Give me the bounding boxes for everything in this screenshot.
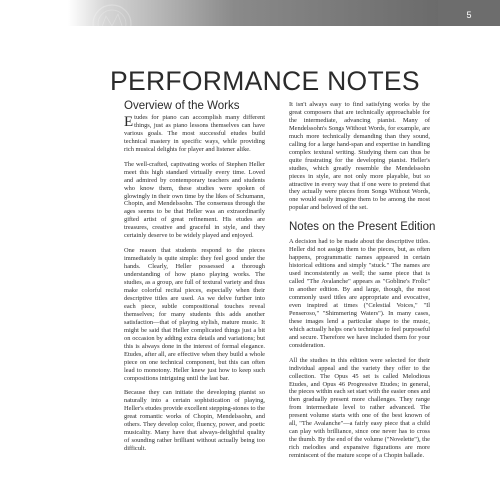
page-number: 5	[438, 0, 500, 26]
drop-cap: E	[124, 113, 134, 130]
overview-paragraph-4: Because they can initiate the developing pianist so naturally into a certain sophistication of playing, Heller's etudes provide excellent stepping-stones to the great romantic works of Chopin, Mendelssohn, and others. They develop color, fluency, power, and poetic musicality. Many have that always-delightful quality of sounding rather brilliant without actually being too difficult.	[124, 389, 265, 453]
right-column	[289, 101, 436, 467]
overview-paragraph-1-text: tudes for piano can accomplish many different things, just as piano lessons themselves can have various goals. The most successful etudes build technical mastery in specific ways, while providing rich musical delights for player and listener alike.	[124, 113, 265, 153]
overview-paragraph-1	[124, 114, 265, 154]
present-edition-paragraph-1: A decision had to be made about the descriptive titles. Heller did not assign them to the pieces, but, as often happens, programmatic names appeared in certain historical editions and simply "stuck." The names are used inconsistently as well; the same piece that is called "The Avalanche" appears as "Gobline's Frolic" in another edition. By and large, though, the most commonly used titles are appropriate and evocative, even inspired at times ("Celestial Voices," "Il Penseroso," "Shimmering Waters"). In many cases, these images lend a particular shape to the music, which actually helps one's technique to feel purposeful and secure. Therefore we have included them for your consideration.	[289, 238, 430, 349]
page-title: PERFORMANCE NOTES	[110, 66, 420, 96]
left-column	[124, 101, 265, 460]
present-edition-heading: Notes on the Present Edition	[289, 221, 436, 234]
overview-continuation: It isn't always easy to find satisfying works by the great composers that are technically approachable for the intermediate, advancing pianist. Many of Mendelssohn's Songs Without Words, for example, are much more technically demanding than they sound, calling for a large hand-span and expertise in handling complex textural writing. Studying them can thus be quite frustrating for the developing pianist. Heller's studies, which greatly resemble the Mendelssohn pieces in style, are not only more playable, but so attractive in every way that if one were to pretend that they actually were pieces from Songs Without Words, one would easily imagine them to be among the most popular and beloved of the set.	[289, 101, 430, 212]
overview-heading: Overview of the Works	[124, 100, 240, 112]
overview-paragraph-3: One reason that students respond to the pieces immediately is quite simple: they feel good under the hands. Clearly, Heller possessed a thorough understanding of how piano playing works. The studies, as a group, are full of textural variety and thus make colorful recital pieces, especially when their descriptive titles are used. As we delve further into each piece, subtle compositional touches reveal themselves; for many students this adds another satisfaction—that of playing stylish, mature music. It might be said that Heller complicated things just a bit on occasion by adding extra details and variations; but this is always done in the interest of formal elegance. Etudes, after all, are effective when they build a whole piece on one technical component, but this can often lead to monotony. Heller knew just how to keep such compositions intriguing until the last bar.	[124, 247, 265, 382]
present-edition-paragraph-2: All the studies in this edition were selected for their individual appeal and the variety they offer to the collection. The Opus 45 set is called Melodious Etudes, and Opus 46 Progressive Etudes; in general, the pieces within each set start with the easier ones and then gradually present more challenges. They range from intermediate level to rather advanced. The present volume starts with one of the best known of all, "The Avalanche"—a fairly easy piece that a child can play with brilliance, since one never has to cross the thumb. By the end of the volume ("Novelette"), the rich melodies and expansive figurations are more reminiscent of the mature scope of a Chopin ballade.	[289, 356, 430, 460]
seal-watermark	[78, 2, 146, 54]
overview-paragraph-2: The well-crafted, captivating works of Stephen Heller meet this high standard virtually every time. Loved and admired by contemporary teachers and students who know them, these studies were spoken of glowingly in their own time by the likes of Schumann, Chopin, and Mendelssohn. The consensus through the ages seems to be that Heller was an extraordinarily gifted artist of great refinement. His etudes are treasures, creative and graceful in style, and they certainly deserve to be widely played and enjoyed.	[124, 160, 265, 240]
